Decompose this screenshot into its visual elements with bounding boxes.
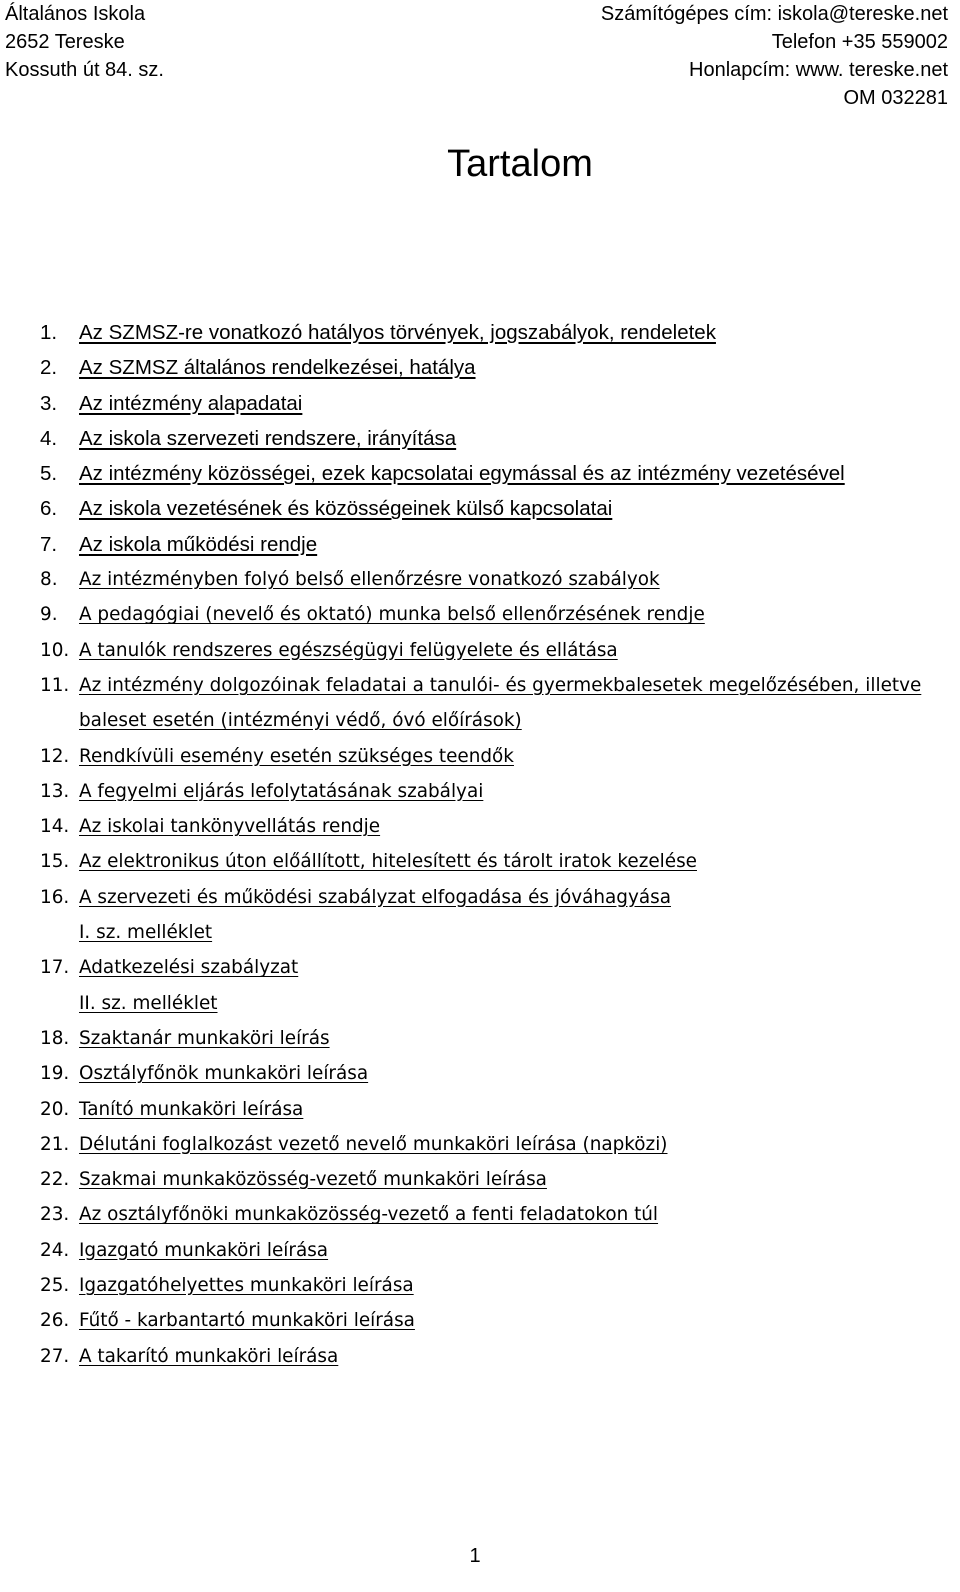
toc-item-link[interactable]: Az intézmény dolgozóinak feladatai a tanulói- és gyermekbalesetek megelőzésében, illetve baleset esetén (intézményi védő, óvó előírások): [79, 674, 922, 732]
toc-item-link[interactable]: Az iskola működési rendje: [79, 532, 318, 556]
toc-item-number: 26.: [40, 1310, 70, 1332]
toc-item: [40, 1233, 950, 1268]
school-address-block: [5, 0, 164, 84]
toc-item-link[interactable]: Szaktanár munkaköri leírás: [79, 1027, 330, 1049]
toc-item-number: 8.: [40, 569, 58, 591]
page-number: 1: [469, 1545, 481, 1567]
toc-item-number: 10.: [40, 639, 70, 661]
toc-item-number: [40, 986, 79, 1021]
toc-item: [40, 597, 950, 632]
school-email: Számítógépes cím: iskola@tereske.net: [600, 3, 948, 25]
toc-item: [40, 456, 950, 491]
toc-item-link[interactable]: Fűtő - karbantartó munkaköri leírása: [79, 1310, 415, 1332]
toc-item-number: 5.: [40, 462, 58, 486]
toc-item-link[interactable]: Az intézmény alapadatai: [79, 391, 303, 415]
toc-item: [40, 421, 950, 456]
toc-item: [40, 1021, 950, 1056]
toc-item-number: 3.: [40, 391, 58, 415]
toc-item-link[interactable]: Szakmai munkaközösség-vezető munkaköri leírása: [79, 1169, 547, 1191]
toc-item-link[interactable]: Adatkezelési szabályzat: [79, 957, 299, 979]
toc-item-number: 27.: [40, 1345, 70, 1367]
toc-item-link[interactable]: Tanító munkaköri leírása: [79, 1098, 304, 1120]
toc-item: [40, 880, 950, 915]
toc-item: [40, 986, 950, 1021]
toc-item-link[interactable]: Délutáni foglalkozást vezető nevelő munkaköri leírása (napközi): [79, 1133, 668, 1155]
toc-item-number: 22.: [40, 1169, 70, 1191]
school-contact-block: [601, 0, 948, 112]
toc-item-number: 19.: [40, 1063, 70, 1085]
toc-item: [40, 1268, 950, 1303]
toc-item-number: 25.: [40, 1275, 70, 1297]
school-om-id: OM 032281: [843, 87, 948, 109]
toc-item: [40, 315, 950, 350]
school-phone: Telefon +35 559002: [771, 31, 948, 53]
toc-item-link[interactable]: Az intézmény közösségei, ezek kapcsolatai egymással és az intézmény vezetésével: [79, 462, 845, 486]
school-website: Honlapcím: www. tereske.net: [689, 59, 948, 81]
toc-item: [40, 739, 950, 774]
toc-item: [40, 774, 950, 809]
toc-item-number: 17.: [40, 957, 70, 979]
toc-item: [40, 1162, 950, 1197]
toc-item: [40, 668, 950, 739]
toc-item: [40, 491, 950, 526]
toc-item-number: 11.: [40, 674, 70, 696]
school-name: Általános Iskola: [5, 3, 146, 25]
toc-item-link[interactable]: Az elektronikus úton előállított, hitelesített és tárolt iratok kezelése: [79, 851, 697, 873]
document-header: [5, 0, 948, 112]
school-postal-city: 2652 Tereske: [5, 31, 125, 53]
toc-item-number: 21.: [40, 1133, 70, 1155]
toc-item: [40, 844, 950, 879]
toc-item: [40, 1056, 950, 1091]
toc-item: [40, 562, 950, 597]
toc-item-number: 18.: [40, 1027, 70, 1049]
page-title: Tartalom: [447, 143, 593, 185]
toc-item-number: 12.: [40, 745, 70, 767]
toc-item: [40, 1339, 950, 1374]
toc-item-number: 6.: [40, 497, 58, 521]
toc-item-link[interactable]: Az intézményben folyó belső ellenőrzésre vonatkozó szabályok: [79, 569, 660, 591]
toc-item-number: 16.: [40, 886, 70, 908]
toc-item: [40, 950, 950, 985]
toc-item: [40, 633, 950, 668]
toc-item-link[interactable]: A takarító munkaköri leírása: [79, 1345, 339, 1367]
school-street: Kossuth út 84. sz.: [5, 59, 164, 81]
toc-item-number: [40, 915, 79, 950]
toc-item: [40, 1197, 950, 1232]
toc-item-number: 2.: [40, 356, 58, 380]
toc-item-link[interactable]: Igazgatóhelyettes munkaköri leírása: [79, 1275, 414, 1297]
toc-item-link[interactable]: Az iskola vezetésének és közösségeinek külső kapcsolatai: [79, 497, 613, 521]
toc-item-number: 14.: [40, 816, 70, 838]
toc-item-number: 23.: [40, 1204, 70, 1226]
toc-item-number: 15.: [40, 851, 70, 873]
toc-item-link[interactable]: Az osztályfőnöki munkaközösség-vezető a fenti feladatokon túl: [79, 1204, 659, 1226]
toc-item-link[interactable]: A szervezeti és működési szabályzat elfogadása és jóváhagyása: [79, 886, 671, 908]
toc-item: [40, 386, 950, 421]
toc-item-link[interactable]: I. sz. melléklet: [79, 922, 213, 944]
table-of-contents: [40, 315, 950, 1374]
toc-item-number: 1.: [40, 321, 58, 344]
toc-item: [40, 915, 950, 950]
toc-item-link[interactable]: A tanulók rendszeres egészségügyi felügyelete és ellátása: [79, 639, 618, 661]
toc-item-link[interactable]: Az SZMSZ általános rendelkezései, hatálya: [79, 356, 476, 380]
toc-item: [40, 527, 950, 562]
toc-item-link[interactable]: Az iskolai tankönyvellátás rendje: [79, 816, 381, 838]
toc-item: [40, 809, 950, 844]
toc-item: [40, 1303, 950, 1338]
toc-item-link[interactable]: Osztályfőnök munkaköri leírása: [79, 1063, 369, 1085]
toc-item: [40, 350, 950, 385]
toc-item-number: 9.: [40, 604, 58, 626]
toc-item-number: 13.: [40, 780, 70, 802]
toc-item-link[interactable]: II. sz. melléklet: [79, 992, 218, 1014]
toc-item-link[interactable]: Az iskola szervezeti rendszere, irányítása: [79, 426, 457, 450]
toc-item: [40, 1127, 950, 1162]
toc-item-number: 4.: [40, 426, 58, 450]
toc-item-link[interactable]: A pedagógiai (nevelő és oktató) munka belső ellenőrzésének rendje: [79, 604, 705, 626]
toc-item: [40, 1092, 950, 1127]
toc-item-link[interactable]: Rendkívüli esemény esetén szükséges teendők: [79, 745, 514, 767]
toc-item-link[interactable]: Igazgató munkaköri leírása: [79, 1239, 329, 1261]
toc-item-number: 20.: [40, 1098, 70, 1120]
toc-item-link[interactable]: A fegyelmi eljárás lefolytatásának szabályai: [79, 780, 484, 802]
toc-item-link[interactable]: Az SZMSZ-re vonatkozó hatályos törvények, jogszabályok, rendeletek: [79, 321, 716, 344]
toc-item-number: 24.: [40, 1239, 70, 1261]
toc-item-number: 7.: [40, 532, 58, 556]
